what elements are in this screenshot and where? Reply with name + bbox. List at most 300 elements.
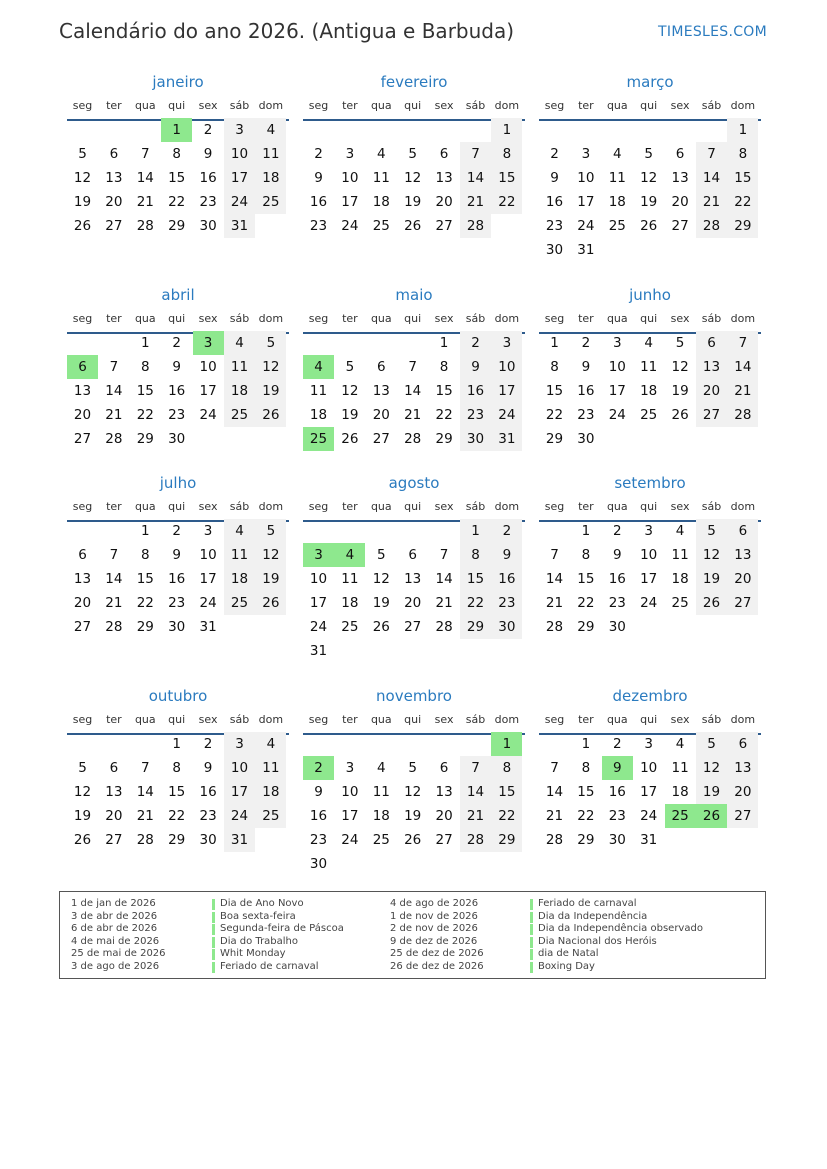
- day-cell[interactable]: 21: [460, 190, 491, 214]
- day-cell[interactable]: 13: [73, 383, 92, 399]
- day-cell[interactable]: 26: [404, 832, 422, 848]
- day-cell[interactable]: 5: [255, 519, 286, 543]
- day-cell[interactable]: 9: [581, 359, 591, 375]
- day-cell[interactable]: 30: [577, 431, 595, 447]
- day-cell[interactable]: 22: [727, 190, 758, 214]
- day-cell[interactable]: 11: [640, 359, 658, 375]
- day-cell[interactable]: 18: [671, 784, 689, 800]
- day-cell[interactable]: 27: [727, 591, 758, 615]
- day-cell[interactable]: 21: [460, 804, 491, 828]
- day-cell[interactable]: 26: [404, 218, 422, 234]
- day-cell[interactable]: 15: [168, 784, 186, 800]
- day-cell[interactable]: 13: [727, 543, 758, 567]
- day-cell[interactable]: 14: [105, 571, 123, 587]
- day-cell[interactable]: 2: [613, 523, 622, 539]
- day-cell[interactable]: 19: [73, 194, 92, 210]
- day-cell[interactable]: 9: [491, 543, 522, 567]
- day-cell[interactable]: 5: [255, 331, 286, 355]
- day-cell[interactable]: 9: [172, 359, 181, 375]
- day-cell[interactable]: 27: [105, 832, 123, 848]
- day-cell[interactable]: 7: [439, 547, 449, 563]
- day-cell[interactable]: 15: [577, 784, 595, 800]
- day-cell[interactable]: 19: [404, 194, 422, 210]
- day-cell[interactable]: 11: [255, 756, 286, 780]
- day-cell[interactable]: 26: [640, 218, 658, 234]
- holiday-day-cell[interactable]: 25: [665, 804, 696, 828]
- day-cell[interactable]: 12: [404, 784, 422, 800]
- day-cell[interactable]: 9: [314, 170, 323, 186]
- day-cell[interactable]: 25: [608, 218, 626, 234]
- day-cell[interactable]: 19: [255, 379, 286, 403]
- day-cell[interactable]: 15: [168, 170, 186, 186]
- day-cell[interactable]: 21: [545, 808, 564, 824]
- day-cell[interactable]: 25: [372, 218, 390, 234]
- day-cell[interactable]: 15: [727, 166, 758, 190]
- day-cell[interactable]: 10: [341, 784, 359, 800]
- day-cell[interactable]: 31: [224, 214, 255, 238]
- day-cell[interactable]: 12: [696, 543, 727, 567]
- day-cell[interactable]: 29: [545, 431, 564, 447]
- day-cell[interactable]: 1: [491, 118, 522, 142]
- day-cell[interactable]: 11: [372, 170, 390, 186]
- day-cell[interactable]: 18: [255, 780, 286, 804]
- day-cell[interactable]: 27: [73, 619, 92, 635]
- day-cell[interactable]: 6: [109, 146, 119, 162]
- day-cell[interactable]: 16: [309, 808, 328, 824]
- day-cell[interactable]: 8: [172, 146, 181, 162]
- day-cell[interactable]: 3: [345, 146, 355, 162]
- day-cell[interactable]: 28: [727, 403, 758, 427]
- day-cell[interactable]: 16: [608, 571, 626, 587]
- day-cell[interactable]: 11: [671, 547, 689, 563]
- day-cell[interactable]: 27: [372, 431, 390, 447]
- day-cell[interactable]: 13: [404, 571, 422, 587]
- day-cell[interactable]: 26: [671, 407, 689, 423]
- day-cell[interactable]: 1: [581, 523, 591, 539]
- day-cell[interactable]: 15: [491, 780, 522, 804]
- day-cell[interactable]: 23: [168, 595, 186, 611]
- day-cell[interactable]: 16: [168, 571, 186, 587]
- day-cell[interactable]: 12: [341, 383, 359, 399]
- day-cell[interactable]: 27: [404, 619, 422, 635]
- day-cell[interactable]: 22: [545, 407, 564, 423]
- day-cell[interactable]: 8: [581, 760, 591, 776]
- day-cell[interactable]: 5: [675, 335, 685, 351]
- day-cell[interactable]: 28: [105, 619, 123, 635]
- day-cell[interactable]: 20: [671, 194, 689, 210]
- day-cell[interactable]: 29: [136, 431, 154, 447]
- holiday-day-cell[interactable]: 1: [161, 118, 192, 142]
- day-cell[interactable]: 14: [136, 170, 154, 186]
- holiday-day-cell[interactable]: 26: [696, 804, 727, 828]
- day-cell[interactable]: 28: [696, 214, 727, 238]
- day-cell[interactable]: 30: [460, 427, 491, 451]
- day-cell[interactable]: 16: [545, 194, 564, 210]
- day-cell[interactable]: 26: [696, 591, 727, 615]
- day-cell[interactable]: 7: [550, 760, 559, 776]
- day-cell[interactable]: 11: [255, 142, 286, 166]
- day-cell[interactable]: 26: [341, 431, 359, 447]
- day-cell[interactable]: 1: [141, 523, 150, 539]
- day-cell[interactable]: 13: [372, 383, 390, 399]
- day-cell[interactable]: 13: [105, 170, 123, 186]
- day-cell[interactable]: 20: [435, 194, 453, 210]
- day-cell[interactable]: 12: [255, 355, 286, 379]
- day-cell[interactable]: 3: [203, 523, 213, 539]
- day-cell[interactable]: 8: [727, 142, 758, 166]
- day-cell[interactable]: 17: [341, 194, 359, 210]
- day-cell[interactable]: 12: [73, 170, 92, 186]
- day-cell[interactable]: 19: [696, 780, 727, 804]
- day-cell[interactable]: 17: [224, 780, 255, 804]
- day-cell[interactable]: 30: [199, 832, 217, 848]
- day-cell[interactable]: 20: [105, 194, 123, 210]
- day-cell[interactable]: 24: [199, 595, 217, 611]
- day-cell[interactable]: 9: [172, 547, 181, 563]
- day-cell[interactable]: 15: [460, 567, 491, 591]
- day-cell[interactable]: 19: [255, 567, 286, 591]
- day-cell[interactable]: 9: [314, 784, 323, 800]
- day-cell[interactable]: 7: [727, 331, 758, 355]
- day-cell[interactable]: 23: [608, 808, 626, 824]
- day-cell[interactable]: 31: [224, 828, 255, 852]
- day-cell[interactable]: 5: [696, 519, 727, 543]
- day-cell[interactable]: 30: [491, 615, 522, 639]
- holiday-day-cell[interactable]: 1: [491, 732, 522, 756]
- day-cell[interactable]: 6: [439, 146, 449, 162]
- day-cell[interactable]: 5: [408, 760, 417, 776]
- day-cell[interactable]: 1: [550, 335, 559, 351]
- day-cell[interactable]: 16: [608, 784, 626, 800]
- day-cell[interactable]: 26: [73, 218, 92, 234]
- day-cell[interactable]: 7: [408, 359, 417, 375]
- day-cell[interactable]: 17: [608, 383, 626, 399]
- day-cell[interactable]: 16: [199, 170, 217, 186]
- brand-logo[interactable]: TIMESLES.COM: [658, 24, 767, 40]
- day-cell[interactable]: 19: [372, 595, 390, 611]
- day-cell[interactable]: 25: [224, 403, 255, 427]
- day-cell[interactable]: 3: [644, 736, 653, 752]
- day-cell[interactable]: 10: [491, 355, 522, 379]
- day-cell[interactable]: 4: [377, 760, 386, 776]
- day-cell[interactable]: 31: [577, 242, 595, 258]
- day-cell[interactable]: 31: [640, 832, 658, 848]
- day-cell[interactable]: 26: [255, 403, 286, 427]
- day-cell[interactable]: 23: [608, 595, 626, 611]
- day-cell[interactable]: 27: [435, 832, 453, 848]
- day-cell[interactable]: 28: [460, 828, 491, 852]
- day-cell[interactable]: 23: [309, 218, 328, 234]
- day-cell[interactable]: 18: [255, 166, 286, 190]
- day-cell[interactable]: 20: [727, 780, 758, 804]
- day-cell[interactable]: 4: [675, 523, 685, 539]
- day-cell[interactable]: 22: [168, 808, 186, 824]
- day-cell[interactable]: 11: [309, 383, 328, 399]
- day-cell[interactable]: 21: [136, 194, 154, 210]
- day-cell[interactable]: 12: [255, 543, 286, 567]
- day-cell[interactable]: 3: [644, 523, 653, 539]
- day-cell[interactable]: 4: [224, 519, 255, 543]
- day-cell[interactable]: 25: [224, 591, 255, 615]
- day-cell[interactable]: 21: [136, 808, 154, 824]
- day-cell[interactable]: 24: [224, 804, 255, 828]
- day-cell[interactable]: 2: [314, 146, 323, 162]
- day-cell[interactable]: 2: [550, 146, 559, 162]
- day-cell[interactable]: 29: [460, 615, 491, 639]
- day-cell[interactable]: 7: [696, 142, 727, 166]
- day-cell[interactable]: 28: [105, 431, 123, 447]
- day-cell[interactable]: 23: [460, 403, 491, 427]
- day-cell[interactable]: 30: [608, 832, 626, 848]
- day-cell[interactable]: 2: [172, 523, 181, 539]
- holiday-day-cell[interactable]: 9: [602, 756, 633, 780]
- day-cell[interactable]: 6: [377, 359, 386, 375]
- day-cell[interactable]: 19: [671, 383, 689, 399]
- day-cell[interactable]: 24: [491, 403, 522, 427]
- day-cell[interactable]: 6: [408, 547, 417, 563]
- day-cell[interactable]: 14: [545, 571, 564, 587]
- day-cell[interactable]: 16: [309, 194, 328, 210]
- day-cell[interactable]: 10: [608, 359, 626, 375]
- day-cell[interactable]: 23: [491, 591, 522, 615]
- day-cell[interactable]: 24: [640, 808, 658, 824]
- day-cell[interactable]: 29: [727, 214, 758, 238]
- day-cell[interactable]: 28: [136, 832, 154, 848]
- day-cell[interactable]: 7: [109, 547, 119, 563]
- day-cell[interactable]: 18: [372, 808, 390, 824]
- day-cell[interactable]: 4: [224, 331, 255, 355]
- day-cell[interactable]: 2: [460, 331, 491, 355]
- day-cell[interactable]: 1: [439, 335, 449, 351]
- day-cell[interactable]: 22: [491, 190, 522, 214]
- day-cell[interactable]: 13: [671, 170, 689, 186]
- holiday-day-cell[interactable]: 25: [303, 427, 334, 451]
- day-cell[interactable]: 26: [73, 832, 92, 848]
- day-cell[interactable]: 20: [372, 407, 390, 423]
- day-cell[interactable]: 22: [460, 591, 491, 615]
- day-cell[interactable]: 17: [224, 166, 255, 190]
- day-cell[interactable]: 15: [577, 571, 595, 587]
- day-cell[interactable]: 9: [550, 170, 559, 186]
- day-cell[interactable]: 15: [136, 383, 154, 399]
- day-cell[interactable]: 9: [460, 355, 491, 379]
- day-cell[interactable]: 2: [172, 335, 181, 351]
- day-cell[interactable]: 29: [168, 218, 186, 234]
- day-cell[interactable]: 12: [73, 784, 92, 800]
- day-cell[interactable]: 11: [608, 170, 626, 186]
- day-cell[interactable]: 6: [439, 760, 449, 776]
- day-cell[interactable]: 12: [696, 756, 727, 780]
- day-cell[interactable]: 14: [136, 784, 154, 800]
- day-cell[interactable]: 10: [577, 170, 595, 186]
- holiday-day-cell[interactable]: 2: [303, 756, 334, 780]
- day-cell[interactable]: 29: [168, 832, 186, 848]
- day-cell[interactable]: 17: [577, 194, 595, 210]
- day-cell[interactable]: 17: [199, 571, 217, 587]
- holiday-day-cell[interactable]: 3: [193, 331, 224, 355]
- day-cell[interactable]: 18: [341, 595, 359, 611]
- day-cell[interactable]: 16: [491, 567, 522, 591]
- day-cell[interactable]: 2: [203, 122, 213, 138]
- day-cell[interactable]: 20: [105, 808, 123, 824]
- day-cell[interactable]: 25: [372, 832, 390, 848]
- day-cell[interactable]: 2: [581, 335, 591, 351]
- day-cell[interactable]: 20: [73, 407, 92, 423]
- day-cell[interactable]: 3: [581, 146, 591, 162]
- day-cell[interactable]: 23: [545, 218, 564, 234]
- day-cell[interactable]: 25: [255, 804, 286, 828]
- day-cell[interactable]: 27: [435, 218, 453, 234]
- day-cell[interactable]: 25: [671, 595, 689, 611]
- day-cell[interactable]: 23: [199, 808, 217, 824]
- day-cell[interactable]: 8: [491, 142, 522, 166]
- day-cell[interactable]: 16: [577, 383, 595, 399]
- day-cell[interactable]: 21: [696, 190, 727, 214]
- day-cell[interactable]: 8: [439, 359, 449, 375]
- day-cell[interactable]: 10: [224, 142, 255, 166]
- day-cell[interactable]: 10: [309, 571, 328, 587]
- day-cell[interactable]: 9: [203, 760, 213, 776]
- day-cell[interactable]: 13: [73, 571, 92, 587]
- day-cell[interactable]: 5: [408, 146, 417, 162]
- day-cell[interactable]: 24: [341, 218, 359, 234]
- day-cell[interactable]: 23: [199, 194, 217, 210]
- day-cell[interactable]: 9: [203, 146, 213, 162]
- day-cell[interactable]: 26: [255, 591, 286, 615]
- day-cell[interactable]: 7: [460, 756, 491, 780]
- day-cell[interactable]: 21: [404, 407, 422, 423]
- day-cell[interactable]: 30: [168, 619, 186, 635]
- day-cell[interactable]: 28: [435, 619, 453, 635]
- holiday-day-cell[interactable]: 6: [67, 355, 98, 379]
- day-cell[interactable]: 8: [141, 547, 150, 563]
- day-cell[interactable]: 30: [199, 218, 217, 234]
- day-cell[interactable]: 19: [640, 194, 658, 210]
- day-cell[interactable]: 29: [577, 832, 595, 848]
- day-cell[interactable]: 20: [696, 379, 727, 403]
- day-cell[interactable]: 15: [136, 571, 154, 587]
- day-cell[interactable]: 25: [640, 407, 658, 423]
- day-cell[interactable]: 20: [404, 595, 422, 611]
- day-cell[interactable]: 7: [460, 142, 491, 166]
- day-cell[interactable]: 15: [491, 166, 522, 190]
- day-cell[interactable]: 19: [404, 808, 422, 824]
- day-cell[interactable]: 11: [341, 571, 359, 587]
- day-cell[interactable]: 24: [341, 832, 359, 848]
- day-cell[interactable]: 21: [727, 379, 758, 403]
- day-cell[interactable]: 22: [491, 804, 522, 828]
- day-cell[interactable]: 21: [435, 595, 453, 611]
- day-cell[interactable]: 17: [309, 595, 328, 611]
- day-cell[interactable]: 14: [435, 571, 453, 587]
- day-cell[interactable]: 5: [345, 359, 355, 375]
- day-cell[interactable]: 16: [168, 383, 186, 399]
- day-cell[interactable]: 8: [141, 359, 150, 375]
- day-cell[interactable]: 1: [141, 335, 150, 351]
- day-cell[interactable]: 10: [224, 756, 255, 780]
- day-cell[interactable]: 23: [168, 407, 186, 423]
- day-cell[interactable]: 20: [727, 567, 758, 591]
- day-cell[interactable]: 24: [640, 595, 658, 611]
- day-cell[interactable]: 6: [109, 760, 119, 776]
- day-cell[interactable]: 3: [491, 331, 522, 355]
- day-cell[interactable]: 6: [727, 732, 758, 756]
- day-cell[interactable]: 30: [168, 431, 186, 447]
- day-cell[interactable]: 7: [141, 760, 150, 776]
- day-cell[interactable]: 19: [696, 567, 727, 591]
- day-cell[interactable]: 17: [640, 571, 658, 587]
- day-cell[interactable]: 30: [309, 856, 328, 872]
- day-cell[interactable]: 27: [696, 403, 727, 427]
- holiday-day-cell[interactable]: 4: [334, 543, 365, 567]
- day-cell[interactable]: 20: [435, 808, 453, 824]
- day-cell[interactable]: 2: [203, 736, 213, 752]
- day-cell[interactable]: 17: [640, 784, 658, 800]
- day-cell[interactable]: 27: [727, 804, 758, 828]
- day-cell[interactable]: 18: [309, 407, 328, 423]
- day-cell[interactable]: 13: [435, 784, 453, 800]
- day-cell[interactable]: 8: [491, 756, 522, 780]
- day-cell[interactable]: 17: [199, 383, 217, 399]
- day-cell[interactable]: 12: [640, 170, 658, 186]
- day-cell[interactable]: 31: [199, 619, 217, 635]
- day-cell[interactable]: 22: [136, 595, 154, 611]
- day-cell[interactable]: 4: [675, 736, 685, 752]
- day-cell[interactable]: 8: [581, 547, 591, 563]
- day-cell[interactable]: 8: [550, 359, 559, 375]
- day-cell[interactable]: 18: [224, 379, 255, 403]
- day-cell[interactable]: 4: [255, 118, 286, 142]
- day-cell[interactable]: 24: [577, 218, 595, 234]
- day-cell[interactable]: 10: [640, 547, 658, 563]
- day-cell[interactable]: 1: [581, 736, 591, 752]
- day-cell[interactable]: 7: [141, 146, 150, 162]
- day-cell[interactable]: 3: [345, 760, 355, 776]
- day-cell[interactable]: 19: [341, 407, 359, 423]
- day-cell[interactable]: 26: [372, 619, 390, 635]
- day-cell[interactable]: 22: [168, 194, 186, 210]
- day-cell[interactable]: 6: [727, 519, 758, 543]
- day-cell[interactable]: 21: [105, 407, 123, 423]
- day-cell[interactable]: 1: [172, 736, 181, 752]
- day-cell[interactable]: 7: [550, 547, 559, 563]
- day-cell[interactable]: 16: [199, 784, 217, 800]
- day-cell[interactable]: 3: [224, 732, 255, 756]
- day-cell[interactable]: 22: [435, 407, 453, 423]
- day-cell[interactable]: 29: [577, 619, 595, 635]
- day-cell[interactable]: 12: [372, 571, 390, 587]
- day-cell[interactable]: 10: [640, 760, 658, 776]
- day-cell[interactable]: 2: [613, 736, 622, 752]
- holiday-day-cell[interactable]: 4: [303, 355, 334, 379]
- day-cell[interactable]: 27: [73, 431, 92, 447]
- day-cell[interactable]: 5: [696, 732, 727, 756]
- day-cell[interactable]: 22: [577, 595, 595, 611]
- day-cell[interactable]: 24: [309, 619, 328, 635]
- day-cell[interactable]: 14: [105, 383, 123, 399]
- day-cell[interactable]: 10: [341, 170, 359, 186]
- day-cell[interactable]: 20: [73, 595, 92, 611]
- day-cell[interactable]: 12: [404, 170, 422, 186]
- day-cell[interactable]: 3: [613, 335, 622, 351]
- day-cell[interactable]: 24: [199, 407, 217, 423]
- day-cell[interactable]: 15: [435, 383, 453, 399]
- day-cell[interactable]: 6: [675, 146, 685, 162]
- day-cell[interactable]: 11: [224, 543, 255, 567]
- day-cell[interactable]: 28: [404, 431, 422, 447]
- day-cell[interactable]: 14: [696, 166, 727, 190]
- day-cell[interactable]: 4: [644, 335, 653, 351]
